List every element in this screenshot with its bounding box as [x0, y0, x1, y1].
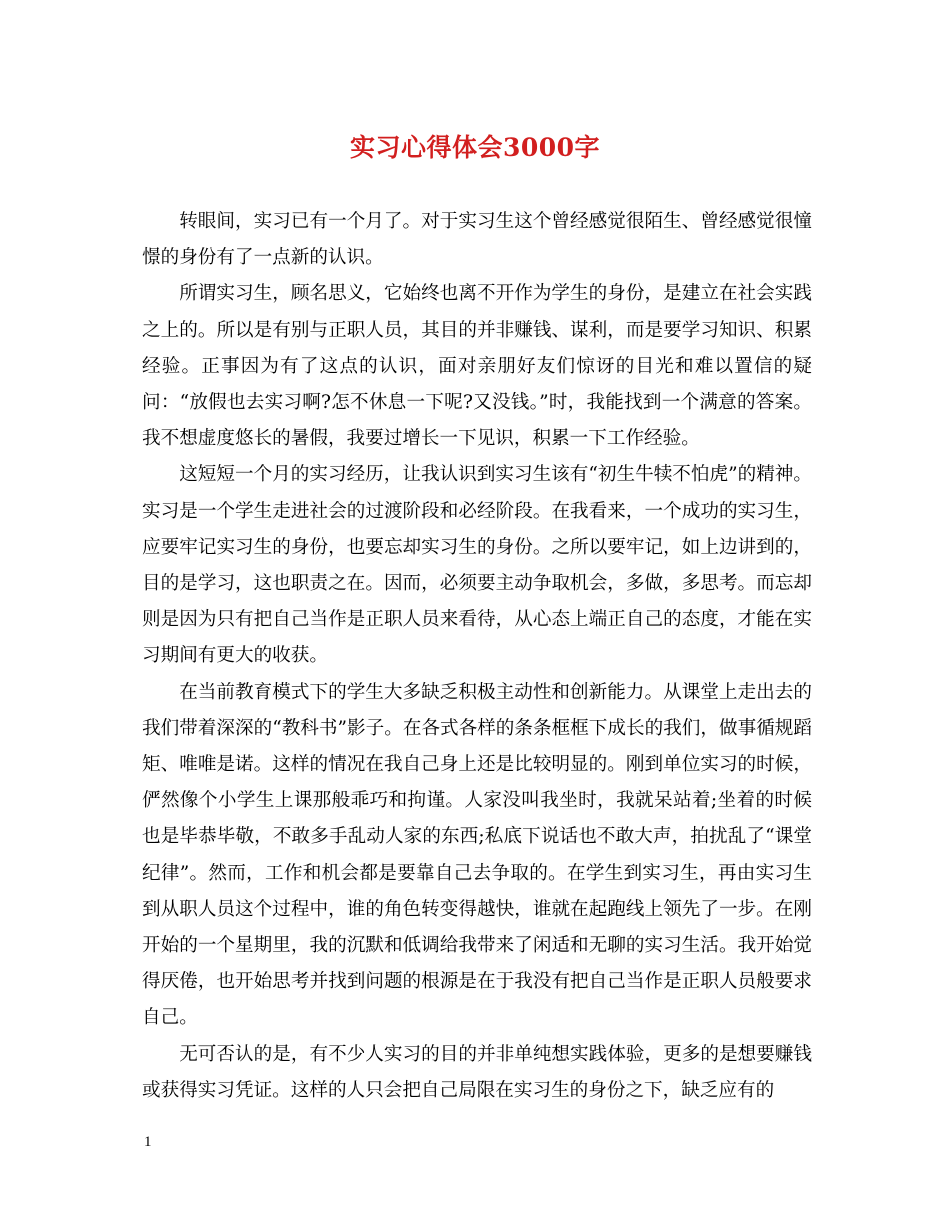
document-body — [142, 204, 812, 1109]
paragraph: 转眼间，实习已有一个月了。对于实习生这个曾经感觉很陌生、曾经感觉很憧憬的身份有了一点新的认识。 — [142, 211, 812, 269]
paragraph: 在当前教育模式下的学生大多缺乏积极主动性和创新能力。从课堂上走出去的我们带着深深的“教科书”影子。在各式各样的条条框框下成长的我们，做事循规蹈矩、唯唯是诺。这样的情况在我自己身上还是比较明显的。刚到单位实习的时候，俨然像个小学生上课那般乖巧和拘谨。人家没叫我坐时，我就呆站着;坐着的时候也是毕恭毕敬，不敢多手乱动人家的东西;私底下说话也不敢大声，拍扰乱了“课堂纪律”。然而，工作和机会都是要靠自己去争取的。在学生到实习生，再由实习生到从职人员这个过程中，谁的角色转变得越快，谁就在起跑线上领先了一步。在刚开始的一个星期里，我的沉默和低调给我带来了闲适和无聊的实习生活。我开始觉得厌倦，也开始思考并找到问题的根源是在于我没有把自己当作是正职人员般要求自己。 — [142, 681, 812, 1029]
paragraph: 这短短一个月的实习经历，让我认识到实习生该有“初生牛犊不怕虎”的精神。实习是一个学生走进社会的过渡阶段和必经阶段。在我看来，一个成功的实习生，应要牢记实习生的身份，也要忘却实习生的身份。之所以要牢记，如上边讲到的，目的是学习，这也职责之在。因而，必须要主动争取机会，多做，多思考。而忘却则是因为只有把自己当作是正职人员来看待，从心态上端正自己的态度，才能在实习期间有更大的收获。 — [142, 464, 812, 667]
document-title: 实习心得体会3000字 — [349, 133, 601, 162]
paragraph: 无可否认的是，有不少人实习的目的并非单纯想实践体验，更多的是想要赚钱或获得实习凭证。这样的人只会把自己局限在实习生的身份之下，缺乏应有的 — [142, 1043, 812, 1101]
page-number: 1 — [144, 1134, 152, 1150]
paragraph: 所谓实习生，顾名思义，它始终也离不开作为学生的身份，是建立在社会实践之上的。所以是有别与正职人员，其目的并非赚钱、谋利，而是要学习知识、积累经验。正事因为有了这点的认识，面对亲朋好友们惊讶的目光和难以置信的疑问：“放假也去实习啊?怎不休息一下呢?又没钱。”时，我能找到一个满意的答案。我不想虚度悠长的暑假，我要过增长一下见识，积累一下工作经验。 — [142, 283, 812, 450]
